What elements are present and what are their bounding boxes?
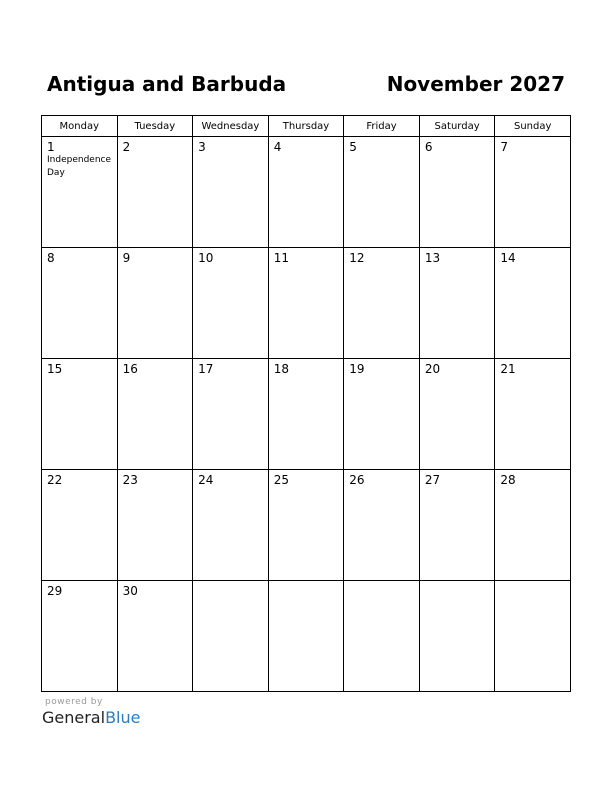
weekday-header-tuesday: Tuesday xyxy=(117,116,193,137)
day-number: 1 xyxy=(47,140,55,154)
day-number: 10 xyxy=(198,251,214,265)
day-cell xyxy=(344,359,420,470)
weekday-header-wednesday: Wednesday xyxy=(193,116,269,137)
day-cell xyxy=(419,248,495,359)
day-number: 16 xyxy=(122,362,138,376)
day-number: 21 xyxy=(500,362,516,376)
day-number: 13 xyxy=(424,251,441,265)
day-cell xyxy=(495,137,571,248)
day-number: 3 xyxy=(198,140,206,154)
day-cell xyxy=(193,359,269,470)
day-number xyxy=(269,581,344,584)
day-number: 25 xyxy=(273,473,289,487)
day-cell xyxy=(495,359,571,470)
week-row xyxy=(42,359,571,470)
day-cell xyxy=(344,470,420,581)
week-row xyxy=(42,137,571,248)
week-row xyxy=(42,581,571,692)
weekday-header-friday: Friday xyxy=(344,116,420,137)
day-number: 9 xyxy=(122,251,131,265)
day-number xyxy=(420,581,495,584)
day-number: 27 xyxy=(424,473,441,487)
day-number: 22 xyxy=(47,473,63,487)
weekday-header-row xyxy=(42,116,571,137)
day-cell xyxy=(117,248,193,359)
day-number: 14 xyxy=(500,251,516,265)
day-number: 23 xyxy=(122,473,138,487)
day-number: 12 xyxy=(349,251,365,265)
day-number: 4 xyxy=(273,140,282,154)
day-number: 18 xyxy=(273,362,289,376)
day-cell xyxy=(495,470,571,581)
day-cell xyxy=(193,581,269,692)
day-number: 19 xyxy=(349,362,365,376)
day-cell xyxy=(42,248,118,359)
day-cell xyxy=(193,470,269,581)
day-number: 7 xyxy=(500,140,509,154)
day-cell xyxy=(42,581,118,692)
day-number: 5 xyxy=(349,140,357,154)
day-number: 30 xyxy=(122,584,138,598)
month-year-title: November 2027 xyxy=(386,72,565,96)
day-cell xyxy=(495,248,571,359)
logo-word-blue: Blue xyxy=(105,708,141,727)
day-cell xyxy=(419,359,495,470)
day-cell xyxy=(117,470,193,581)
day-number xyxy=(193,581,268,584)
logo-word-general: General xyxy=(42,708,106,727)
day-cell xyxy=(419,137,495,248)
day-cell xyxy=(268,359,344,470)
day-cell xyxy=(268,248,344,359)
day-number: 17 xyxy=(198,362,214,376)
day-number: 8 xyxy=(47,251,55,265)
day-number: 24 xyxy=(198,473,214,487)
day-cell xyxy=(193,248,269,359)
day-number: 11 xyxy=(273,251,289,265)
day-number: 26 xyxy=(349,473,365,487)
day-cell xyxy=(344,581,420,692)
day-cell xyxy=(419,581,495,692)
day-cell xyxy=(117,137,193,248)
week-row xyxy=(42,470,571,581)
day-cell xyxy=(495,581,571,692)
day-number: 2 xyxy=(122,140,131,154)
day-number xyxy=(344,581,419,584)
weekday-header-thursday: Thursday xyxy=(268,116,344,137)
weekday-header-saturday: Saturday xyxy=(419,116,495,137)
holiday-label: Independence Day xyxy=(47,155,112,178)
day-number: 29 xyxy=(47,584,63,598)
day-number: 15 xyxy=(47,362,63,376)
powered-by-label: powered by xyxy=(45,697,103,707)
day-number: 28 xyxy=(500,473,516,487)
week-row xyxy=(42,248,571,359)
day-cell xyxy=(42,359,118,470)
weekday-header-monday: Monday xyxy=(42,116,118,137)
generalblue-logo xyxy=(42,708,140,728)
day-cell xyxy=(268,581,344,692)
day-cell xyxy=(117,359,193,470)
day-number xyxy=(495,581,570,584)
calendar-grid xyxy=(41,115,571,692)
day-cell xyxy=(42,470,118,581)
weekday-header-sunday: Sunday xyxy=(495,116,571,137)
day-cell xyxy=(193,137,269,248)
day-cell xyxy=(344,248,420,359)
day-cell xyxy=(419,470,495,581)
day-cell xyxy=(42,137,118,248)
day-number: 20 xyxy=(424,362,441,376)
day-cell xyxy=(268,137,344,248)
day-cell xyxy=(117,581,193,692)
day-number: 6 xyxy=(424,140,433,154)
day-cell xyxy=(344,137,420,248)
country-title: Antigua and Barbuda xyxy=(47,72,287,96)
day-cell xyxy=(268,470,344,581)
